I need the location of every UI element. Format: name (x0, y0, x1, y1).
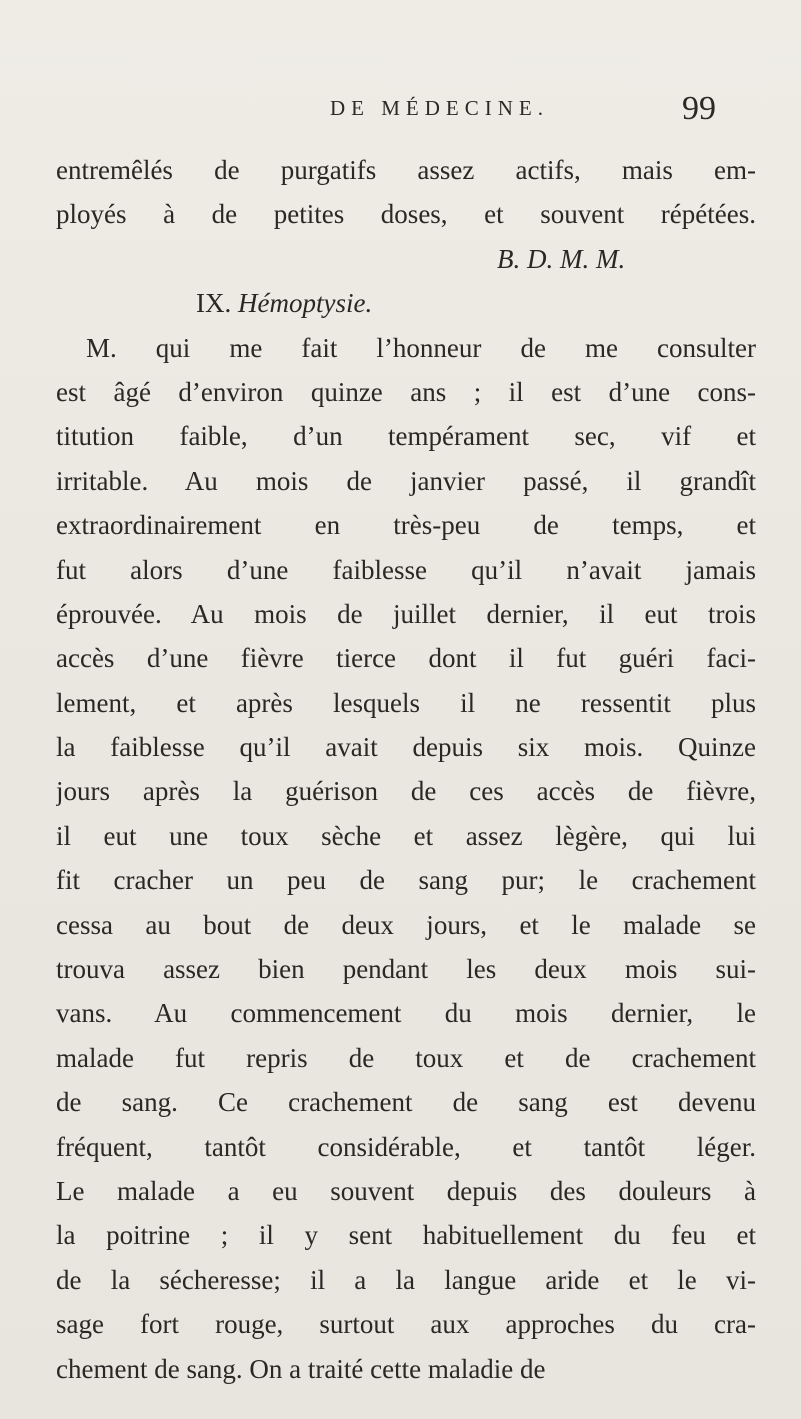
text-line: extraordinairement en très-peu de temps, et (56, 510, 756, 541)
heading-number: IX. (196, 288, 232, 319)
text-line: fut alors d’une faiblesse qu’il n’avait jamais (56, 554, 756, 585)
text-line: ployés à de petites doses, et souvent répétées. (56, 199, 756, 230)
text-line: Le malade a eu souvent depuis des douleurs à (56, 1175, 756, 1206)
text-line: M. qui me fait l’honneur de me consulter (86, 332, 756, 363)
text-line: titution faible, d’un tempérament sec, vif et (56, 421, 756, 452)
text-line: de sang. Ce crachement de sang est devenu (56, 1087, 756, 1118)
text-line: est âgé d’environ quinze ans ; il est d’une cons- (56, 376, 756, 407)
text-line: entremêlés de purgatifs assez actifs, mais em- (56, 155, 756, 185)
text-line: il eut une toux sèche et assez lègère, qui lui (56, 820, 756, 851)
text-line: accès d’une fièvre tierce dont il fut guéri faci- (56, 643, 756, 674)
text-line: jours après la guérison de ces accès de fièvre, (56, 776, 756, 807)
section-heading (56, 281, 756, 325)
text-line: de la sécheresse; il a la langue aride et le vi- (56, 1264, 756, 1295)
running-head: DE MÉDECINE. (330, 96, 549, 120)
text-line: chement de sang. On a traité cette maladie de (56, 1353, 546, 1384)
text-line: éprouvée. Au mois de juillet dernier, il eut trois (56, 598, 756, 629)
text-line: la poitrine ; il y sent habituellement du feu et (56, 1220, 756, 1251)
text-line: la faiblesse qu’il avait depuis six mois. Quinze (56, 732, 756, 763)
text-line: fréquent, tantôt considérable, et tantôt léger. (56, 1131, 756, 1162)
text-line: lement, et après lesquels il ne ressentit plus (56, 687, 756, 718)
page-number: 99 (682, 90, 716, 127)
page-header (0, 90, 801, 130)
signature-line: B. D. M. M. (497, 243, 626, 274)
text-line: vans. Au commencement du mois dernier, le (56, 998, 756, 1029)
text-block (56, 148, 756, 1391)
text-line: cessa au bout de deux jours, et le malade se (56, 909, 756, 940)
heading-title: Hémoptysie. (238, 288, 373, 319)
text-line: malade fut repris de toux et de crachement (56, 1042, 756, 1073)
text-line: sage fort rouge, surtout aux approches du cra- (56, 1309, 756, 1340)
text-line: irritable. Au mois de janvier passé, il grandît (56, 465, 756, 496)
text-line: trouva assez bien pendant les deux mois sui- (56, 954, 756, 985)
text-line: fit cracher un peu de sang pur; le crachement (56, 865, 756, 896)
